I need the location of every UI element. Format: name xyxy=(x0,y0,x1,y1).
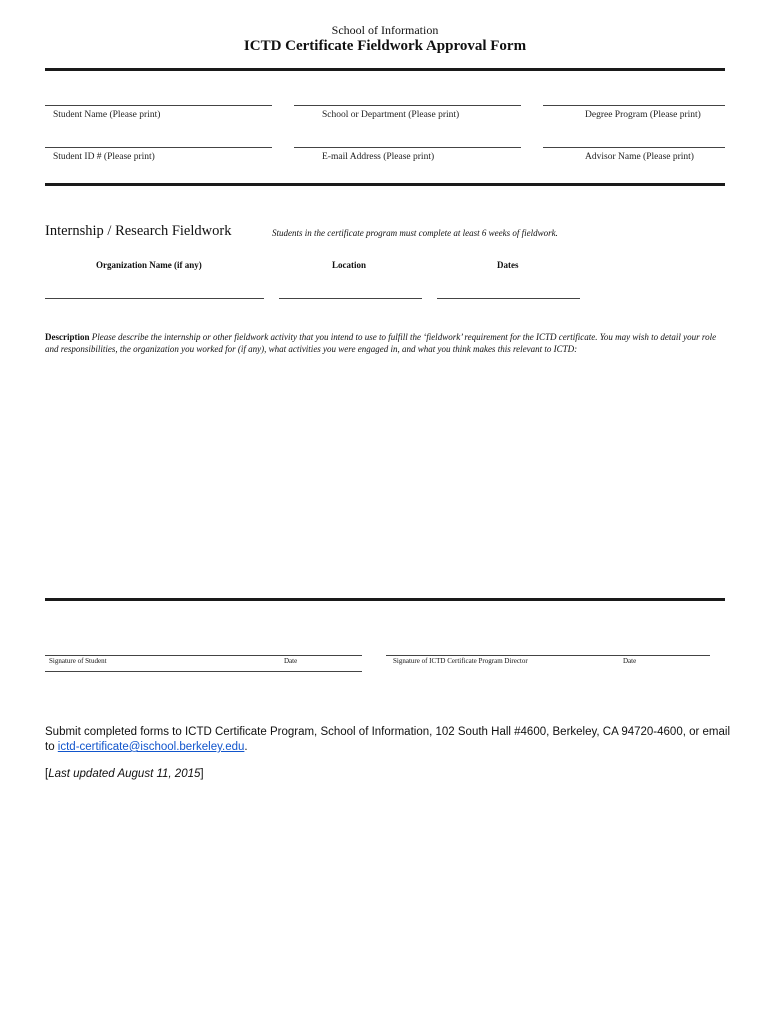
school-department-line[interactable] xyxy=(294,105,521,106)
submission-instructions xyxy=(45,725,735,755)
updated-close-bracket: ] xyxy=(200,768,204,780)
description-text: Please describe the internship or other fieldwork activity that you intend to use to fulfill the ‘fieldwork’ requirement for the ICTD certificate. You may wish to detail your role and responsibilities, the organization you worked for (if any), what activities you were engaged in, and what you think makes this relevant to ICTD: xyxy=(45,332,717,354)
student-signature-underline xyxy=(45,671,362,672)
student-id-label: Student ID # (Please print) xyxy=(53,152,155,162)
updated-open-bracket: [ xyxy=(45,768,49,780)
student-name-line[interactable] xyxy=(45,105,272,106)
degree-program-line[interactable] xyxy=(543,105,725,106)
organization-line[interactable] xyxy=(45,298,264,299)
description-instructions xyxy=(45,331,730,355)
student-info-divider xyxy=(45,183,725,186)
organization-column-header: Organization Name (if any) xyxy=(96,260,202,270)
last-updated-note xyxy=(45,768,204,780)
dates-column-header: Dates xyxy=(497,260,519,270)
description-divider xyxy=(45,598,725,601)
dates-line[interactable] xyxy=(437,298,580,299)
student-id-line[interactable] xyxy=(45,147,272,148)
description-answer-area[interactable] xyxy=(45,362,725,594)
director-date-label: Date xyxy=(623,657,637,665)
email-address-line[interactable] xyxy=(294,147,521,148)
student-signature-label: Signature of Student xyxy=(49,657,107,665)
degree-program-label: Degree Program (Please print) xyxy=(585,110,701,120)
director-signature-label: Signature of ICTD Certificate Program Director xyxy=(393,657,528,665)
school-department-label: School or Department (Please print) xyxy=(322,110,460,120)
advisor-name-label: Advisor Name (Please print) xyxy=(585,152,694,162)
fieldwork-requirement-note: Students in the certificate program must complete at least 6 weeks of fieldwork. xyxy=(272,228,558,238)
email-address-label: E-mail Address (Please print) xyxy=(322,152,435,162)
form-title: ICTD Certificate Fieldwork Approval Form xyxy=(243,38,527,54)
student-name-label: Student Name (Please print) xyxy=(53,110,161,120)
submission-text: Submit completed forms to ICTD Certificate Program, School of Information, 102 South Hall #4600, Berkeley, CA 94720-4600, or email to xyxy=(45,726,731,753)
last-updated-text: Last updated August 11, 2015 xyxy=(48,768,201,780)
submission-period: . xyxy=(244,741,248,753)
submission-email-link[interactable]: ictd-certificate@ischool.berkeley.edu xyxy=(57,741,245,753)
header-divider xyxy=(45,68,725,71)
director-signature-line[interactable] xyxy=(386,655,710,656)
student-signature-line[interactable] xyxy=(45,655,362,656)
fieldwork-section-title: Internship / Research Fieldwork xyxy=(45,223,232,239)
school-name: School of Information xyxy=(331,23,439,37)
location-column-header: Location xyxy=(332,260,367,270)
student-date-label: Date xyxy=(284,657,298,665)
description-label: Description xyxy=(45,332,90,342)
location-line[interactable] xyxy=(279,298,422,299)
advisor-name-line[interactable] xyxy=(543,147,725,148)
